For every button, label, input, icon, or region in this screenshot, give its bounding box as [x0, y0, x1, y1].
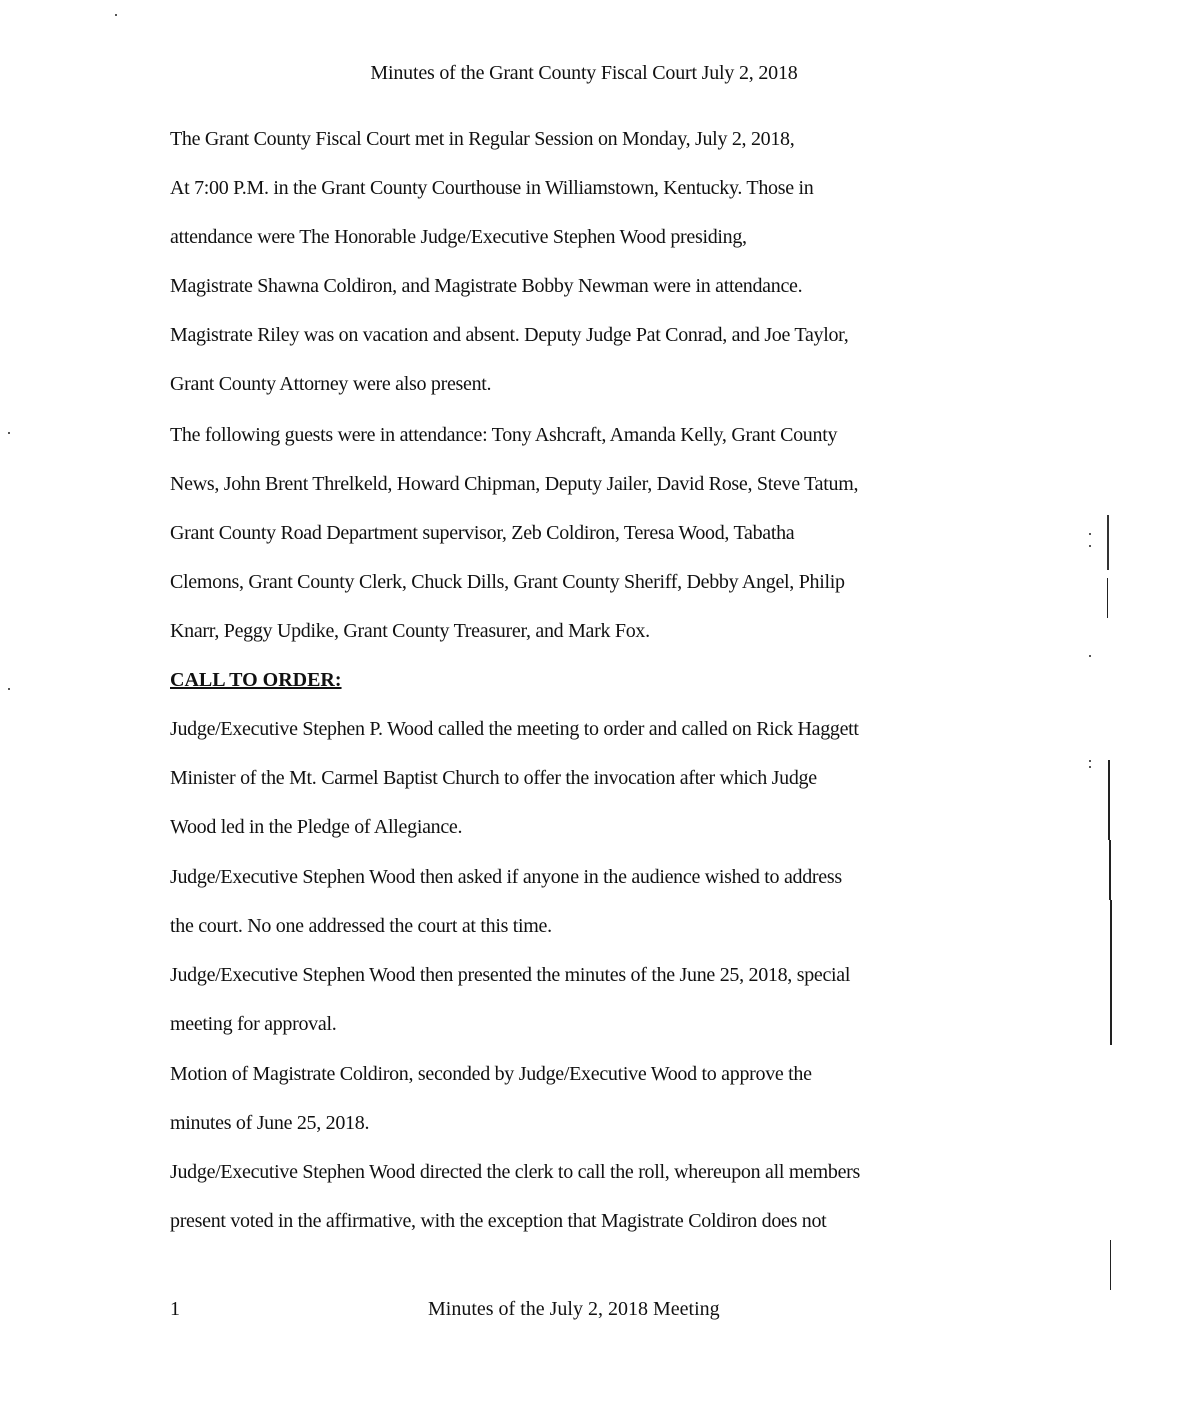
- guest-list-line: News, John Brent Threlkeld, Howard Chipman, Deputy Jailer, David Rose, Steve Tatum,: [170, 473, 859, 495]
- section-line: Wood led in the Pledge of Allegiance.: [170, 816, 463, 838]
- paragraph-line: Magistrate Shawna Coldiron, and Magistrate Bobby Newman were in attendance.: [170, 275, 803, 297]
- scan-speck: [1089, 766, 1091, 768]
- section-line: Judge/Executive Stephen P. Wood called the meeting to order and called on Rick Haggett: [170, 718, 859, 740]
- section-line: meeting for approval.: [170, 1013, 337, 1035]
- guest-list-line: Grant County Road Department supervisor, Zeb Coldiron, Teresa Wood, Tabatha: [170, 522, 795, 544]
- section-line: minutes of June 25, 2018.: [170, 1112, 370, 1134]
- section-line: Judge/Executive Stephen Wood then presented the minutes of the June 25, 2018, special: [170, 964, 851, 986]
- section-line: Judge/Executive Stephen Wood then asked if anyone in the audience wished to address: [170, 866, 842, 888]
- scan-speck: [1089, 655, 1091, 657]
- section-line: Motion of Magistrate Coldiron, seconded by Judge/Executive Wood to approve the: [170, 1063, 812, 1085]
- guest-list-line: The following guests were in attendance: Tony Ashcraft, Amanda Kelly, Grant County: [170, 424, 838, 446]
- paragraph-line: At 7:00 P.M. in the Grant County Courthouse in Williamstown, Kentucky. Those in: [170, 177, 814, 199]
- scan-artifact-line: [1107, 515, 1109, 570]
- paragraph-line: attendance were The Honorable Judge/Executive Stephen Wood presiding,: [170, 226, 747, 248]
- scan-speck: [115, 14, 117, 16]
- section-line: Minister of the Mt. Carmel Baptist Church to offer the invocation after which Judge: [170, 767, 817, 789]
- scan-artifact-line: [1110, 900, 1112, 1045]
- section-heading-call-to-order: CALL TO ORDER:: [170, 669, 342, 691]
- scan-speck: [1089, 760, 1091, 762]
- footer-page-number: 1: [170, 1298, 180, 1320]
- section-line: present voted in the affirmative, with the exception that Magistrate Coldiron does not: [170, 1210, 827, 1232]
- guest-list-line: Knarr, Peggy Updike, Grant County Treasurer, and Mark Fox.: [170, 620, 650, 642]
- scan-artifact-line: [1107, 578, 1108, 618]
- section-line: Judge/Executive Stephen Wood directed the clerk to call the roll, whereupon all members: [170, 1161, 861, 1183]
- scan-speck: [8, 688, 10, 690]
- paragraph-line: Grant County Attorney were also present.: [170, 373, 492, 395]
- paragraph-line: Magistrate Riley was on vacation and absent. Deputy Judge Pat Conrad, and Joe Taylor,: [170, 324, 849, 346]
- scan-artifact-line: [1110, 1240, 1111, 1290]
- scan-speck: [8, 432, 10, 434]
- footer-title: Minutes of the July 2, 2018 Meeting: [428, 1298, 720, 1320]
- scan-artifact-line: [1108, 760, 1110, 840]
- section-line: the court. No one addressed the court at this time.: [170, 915, 552, 937]
- paragraph-line: The Grant County Fiscal Court met in Regular Session on Monday, July 2, 2018,: [170, 128, 795, 150]
- scan-speck: [1089, 545, 1091, 547]
- guest-list-line: Clemons, Grant County Clerk, Chuck Dills, Grant County Sheriff, Debby Angel, Philip: [170, 571, 845, 593]
- scan-speck: [1089, 533, 1091, 535]
- scan-artifact-line: [1109, 840, 1111, 900]
- document-header-title: Minutes of the Grant County Fiscal Court July 2, 2018: [370, 62, 798, 84]
